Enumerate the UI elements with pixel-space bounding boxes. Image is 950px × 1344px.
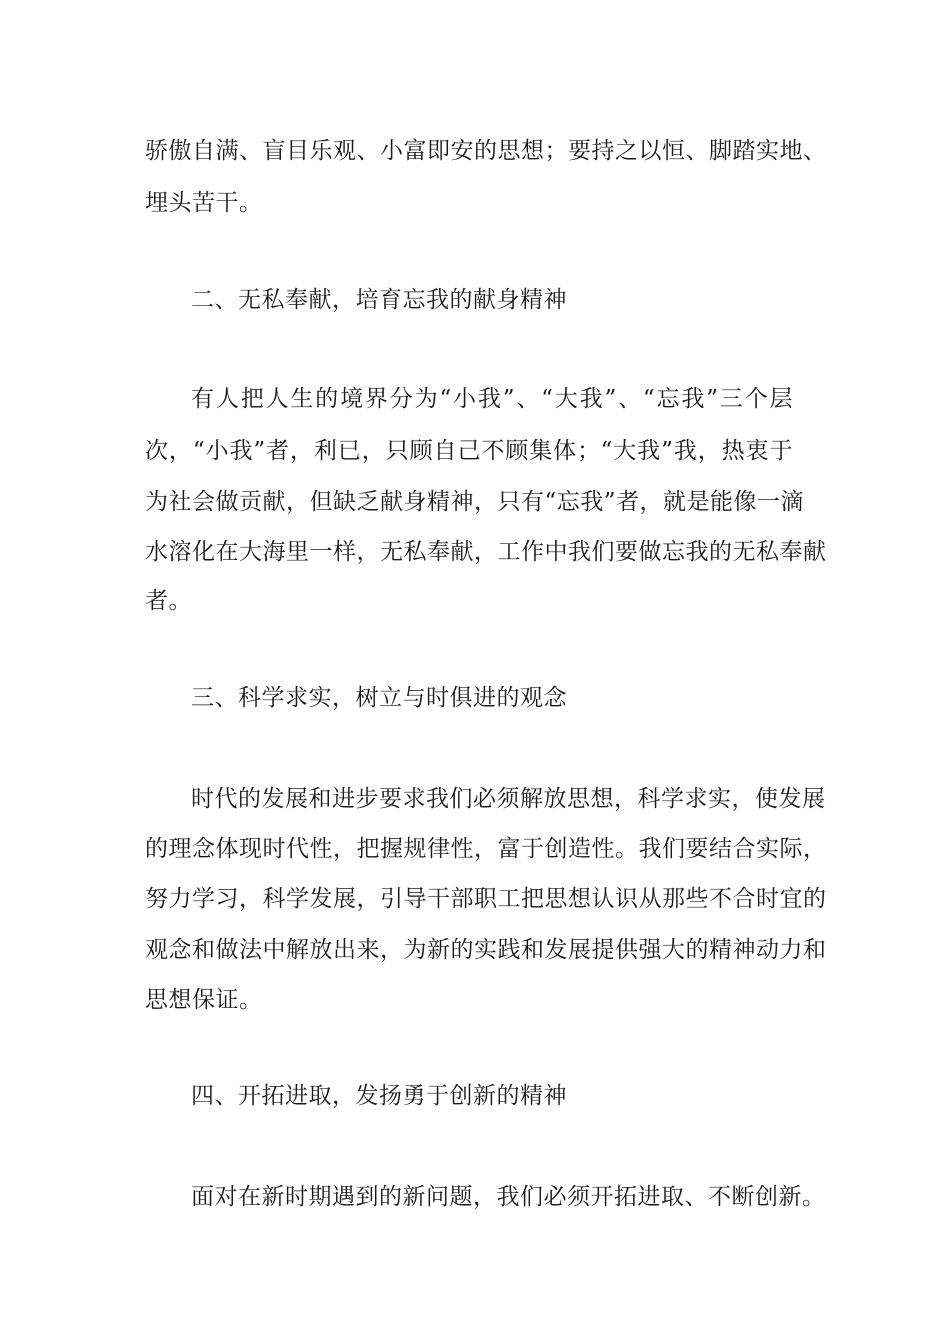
para2-line1: 有人把人生的境界分为“小我”、“大我”、“忘我”三个层 bbox=[191, 386, 793, 412]
para3-line3: 努力学习，科学发展，引导干部职工把思想认识从那些不合时宜的 bbox=[145, 886, 827, 912]
para2-line3: 为社会做贡献，但缺乏献身精神，只有“忘我”者，就是能像一滴 bbox=[145, 489, 805, 515]
para3-line4: 观念和做法中解放出来，为新的实践和发展提供强大的精神动力和 bbox=[145, 937, 827, 963]
para2-line5: 者。 bbox=[145, 588, 192, 614]
section-heading-2: 二、无私奉献，培育忘我的献身精神 bbox=[191, 287, 567, 313]
para3-line1: 时代的发展和进步要求我们必须解放思想，科学求实，使发展 bbox=[191, 786, 826, 812]
para3-line5: 思想保证。 bbox=[145, 987, 263, 1013]
section-heading-3: 三、科学求实，树立与时俱进的观念 bbox=[191, 685, 567, 711]
para1-line1: 骄傲自满、盲目乐观、小富即安的思想；要持之以恒、脚踏实地、 bbox=[145, 138, 827, 164]
para1-line2: 埋头苦干。 bbox=[145, 190, 263, 216]
para2-line4: 水溶化在大海里一样，无私奉献，工作中我们要做忘我的无私奉献 bbox=[145, 539, 827, 565]
para4-line1: 面对在新时期遇到的新问题，我们必须开拓进取、不断创新。 bbox=[191, 1184, 826, 1210]
section-heading-4: 四、开拓进取，发扬勇于创新的精神 bbox=[191, 1083, 567, 1109]
para2-line2: 次，“小我”者，利已，只顾自己不顾集体；“大我”我，热衷于 bbox=[145, 438, 793, 464]
para3-line2: 的理念体现时代性，把握规律性，富于创造性。我们要结合实际， bbox=[145, 836, 827, 862]
